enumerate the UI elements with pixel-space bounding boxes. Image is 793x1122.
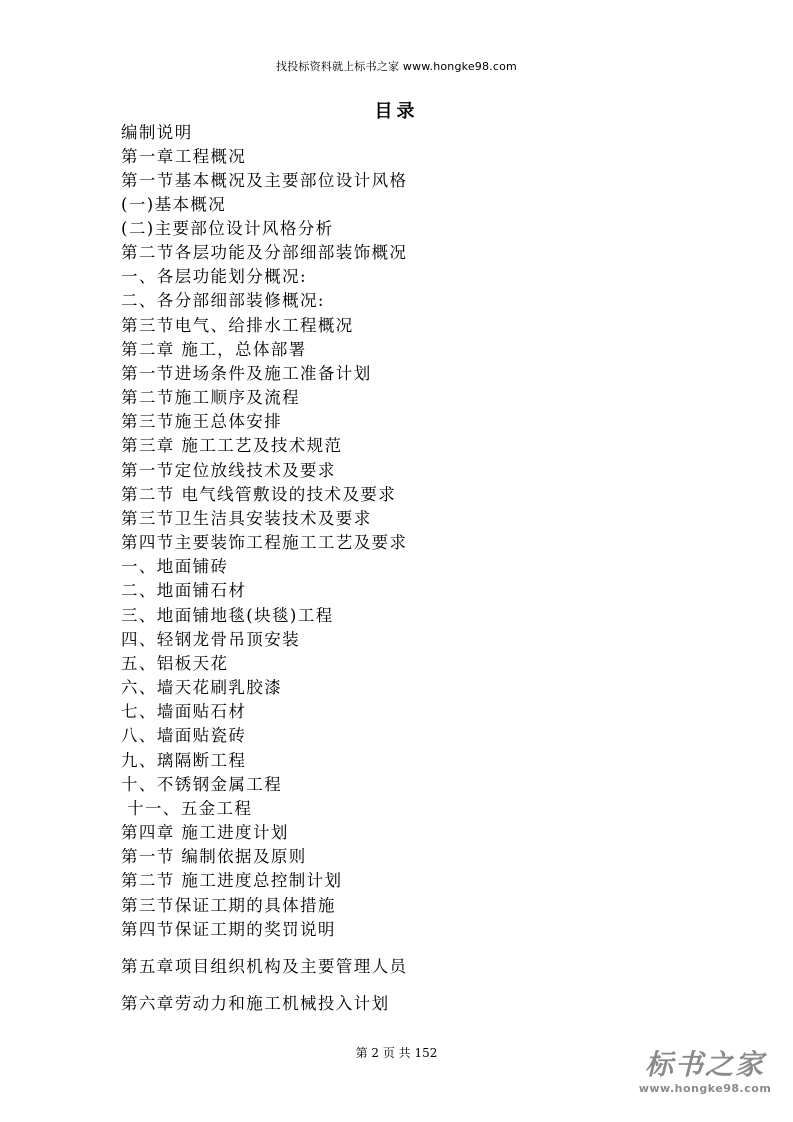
watermark-logo <box>635 1048 775 1108</box>
toc-item: 第二节各层功能及分部细部装饰概况 <box>121 243 408 262</box>
toc-item: 九、璃隔断工程 <box>121 751 247 770</box>
toc-item: 编制说明 <box>121 123 193 142</box>
toc-item: 第一节 编制依据及原则 <box>121 847 307 866</box>
toc-item: 第五章项目组织机构及主要管理人员 <box>121 957 408 976</box>
page-number-footer: 第 2 页 共 152 <box>355 1046 438 1060</box>
toc-item: 一、各层功能划分概况: <box>121 267 307 286</box>
toc-item: 二、地面铺石材 <box>121 581 247 600</box>
toc-item: 八、墙面贴瓷砖 <box>121 726 247 745</box>
page-header: 找投标资料就上标书之家 www.hongke98.com <box>276 60 517 73</box>
toc-item: 第四节保证工期的奖罚说明 <box>121 920 336 939</box>
toc-item: 第一节基本概况及主要部位设计风格 <box>121 171 408 190</box>
toc-item: 第三节保证工期的具体措施 <box>121 896 336 915</box>
toc-item: (二)主要部位设计风格分析 <box>121 219 334 238</box>
toc-item: 七、墙面贴石材 <box>121 702 247 721</box>
toc-item: 第四章 施工进度计划 <box>121 823 289 842</box>
toc-item: 六、墙天花刷乳胶漆 <box>121 678 283 697</box>
toc-item: 二、各分部细部装修概况: <box>121 291 325 310</box>
toc-item: 十一、五金工程 <box>127 799 253 818</box>
toc-item: 第三章 施工工艺及技术规范 <box>121 436 343 455</box>
toc-item: 第六章劳动力和施工机械投入计划 <box>121 994 390 1013</box>
page-title: 目录 <box>374 101 419 122</box>
toc-item: (一)基本概况 <box>121 195 227 214</box>
toc-item: 第一节定位放线技术及要求 <box>121 461 336 480</box>
watermark-url: www.hongke98.com <box>638 1082 772 1095</box>
toc-item: 十、不锈钢金属工程 <box>121 775 283 794</box>
toc-item: 四、轻钢龙骨吊顶安装 <box>121 630 300 649</box>
toc-item: 第二章 施工，总体部署 <box>121 340 307 359</box>
watermark-brand: 标书之家 <box>644 1048 765 1081</box>
toc-item: 第一节进场条件及施工准备计划 <box>121 364 372 383</box>
toc-item: 第四节主要装饰工程施工工艺及要求 <box>121 533 408 552</box>
toc-item: 三、地面铺地毯(块毯)工程 <box>121 606 334 625</box>
toc-item: 五、铝板天花 <box>121 654 229 673</box>
toc-item: 一、地面铺砖 <box>121 557 229 576</box>
toc-item: 第三节卫生洁具安装技术及要求 <box>121 509 372 528</box>
toc-item: 第二节 电气线管敷设的技术及要求 <box>121 485 397 504</box>
toc-item: 第三节施王总体安排 <box>121 412 283 431</box>
toc-item: 第三节电气、给排水工程概况 <box>121 316 354 335</box>
toc-item: 第二节 施工进度总控制计划 <box>121 871 343 890</box>
toc-item: 第二节施工顺序及流程 <box>121 388 300 407</box>
toc-item: 第一章工程概况 <box>121 147 247 166</box>
